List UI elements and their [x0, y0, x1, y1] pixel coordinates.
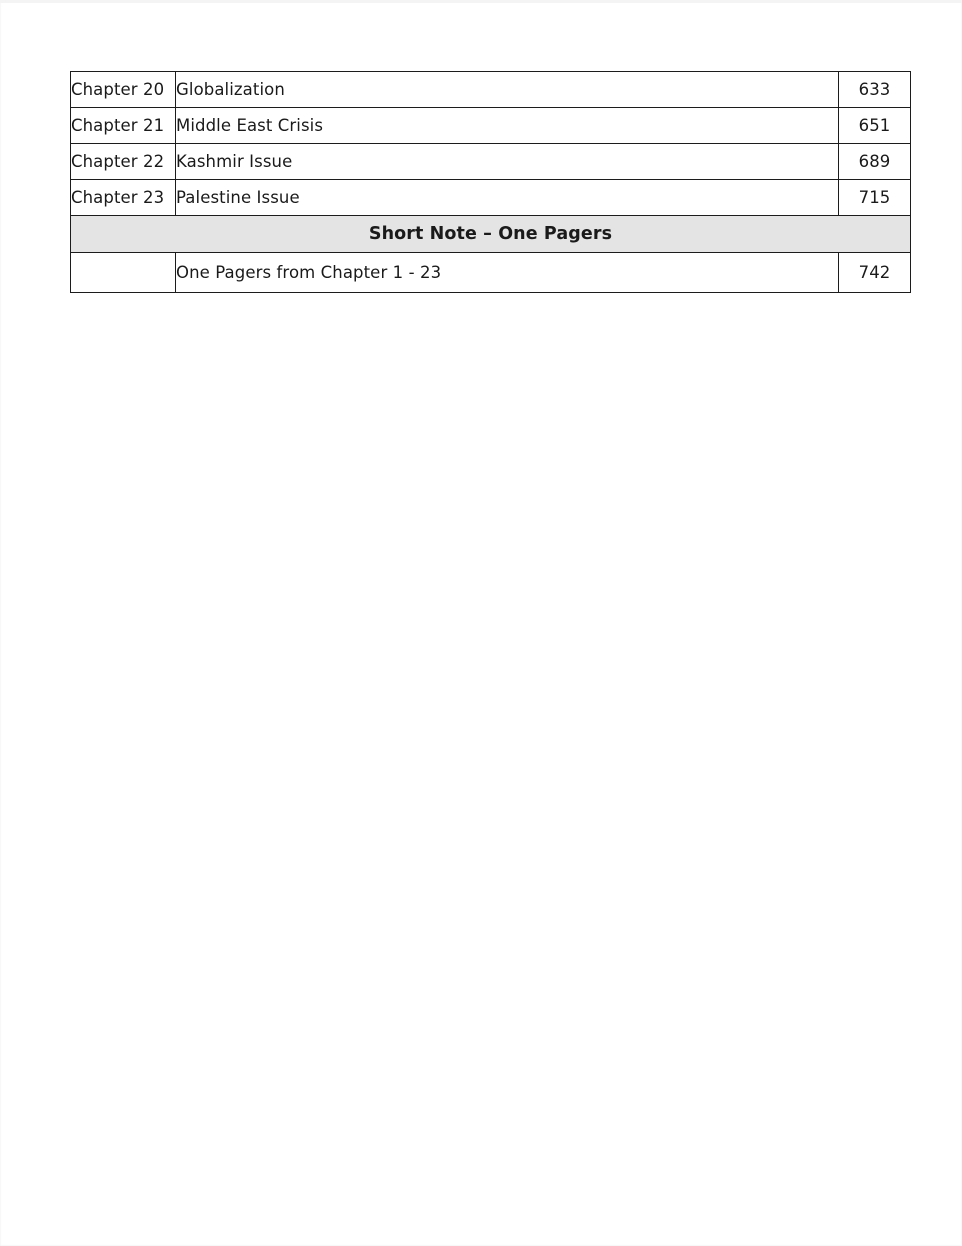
chapter-number-cell: Chapter 20: [71, 72, 176, 108]
chapter-number-cell: Chapter 22: [71, 144, 176, 180]
chapter-title-cell: Kashmir Issue: [176, 144, 839, 180]
chapter-title-cell: One Pagers from Chapter 1 - 23: [176, 253, 839, 293]
table-row: [71, 108, 911, 144]
table-row: [71, 72, 911, 108]
chapter-title-cell: Palestine Issue: [176, 180, 839, 216]
chapter-title-cell: Middle East Crisis: [176, 108, 839, 144]
page-number-cell: 689: [839, 144, 911, 180]
table-row: [71, 253, 911, 293]
page-number-cell: 651: [839, 108, 911, 144]
chapter-number-cell: Chapter 21: [71, 108, 176, 144]
page-top-edge: [0, 0, 962, 3]
table-row: [71, 144, 911, 180]
chapter-title-cell: Globalization: [176, 72, 839, 108]
table-row: [71, 180, 911, 216]
table-of-contents: [70, 71, 911, 293]
section-header-row: [71, 216, 911, 253]
page-number-cell: 742: [839, 253, 911, 293]
section-header-title: Short Note – One Pagers: [71, 216, 911, 253]
page-number-cell: 715: [839, 180, 911, 216]
page-number-cell: 633: [839, 72, 911, 108]
chapter-number-cell: [71, 253, 176, 293]
chapter-number-cell: Chapter 23: [71, 180, 176, 216]
